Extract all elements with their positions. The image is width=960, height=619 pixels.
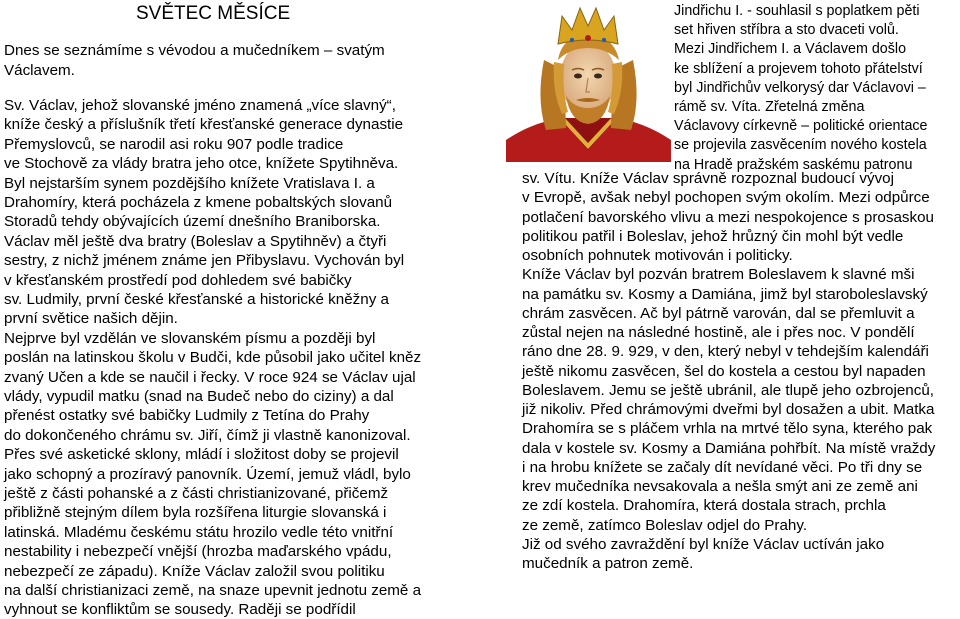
right-text-line: krev mučedníka nevsakovala a nešla smýt ani ze země ani xyxy=(522,478,918,495)
page-title: SVĚTEC MĚSÍCE xyxy=(136,3,291,24)
saint-wenceslas-portrait xyxy=(506,0,671,162)
left-text-line: Přes své asketické sklony, mládí i složitost doby se projevil xyxy=(4,446,399,464)
left-text-line: kníže český a příslušník třetí křesťanské generace dynastie xyxy=(4,116,404,134)
left-text-line: Byl nejstarším synem pozdějšího knížete Vratislava I. a xyxy=(4,174,375,192)
left-text-line: přenést ostatky své babičky Ludmily z Tetína do Prahy xyxy=(4,407,370,425)
right-text-line: ze země, zatímco Boleslav odjel do Prahy. xyxy=(522,516,808,534)
left-text-line: jako schopný a prozíravý panovník. Území, jemuž vládl, bylo xyxy=(4,465,411,483)
left-text-line: Drahomíry, která pocházela z kmene pobaltských slovanů xyxy=(4,194,393,211)
wrap-text-line: se projevila zasvěcením nového kostela xyxy=(674,137,927,154)
left-text-line: Sv. Václav, jehož slovanské jméno znamená „více slavný“, xyxy=(4,97,396,114)
left-text-line: sv. Ludmily, první české křesťanské a historické kněžny a xyxy=(4,291,389,308)
wrap-text-line: na Hradě pražském saskému patronu xyxy=(674,156,913,173)
left-text-line: ještě z části pohanské a z části christianizované, přičemž xyxy=(4,485,389,502)
right-text-line: politikou patřil i Boleslav, jehož hrůzný čin mohl být vedle xyxy=(522,227,904,245)
left-text-line: do dokončeného chrámu sv. Jiří, čímž ji vlastně kanonizoval. xyxy=(4,426,411,444)
left-text-line: Václav měl ještě dva bratry (Boleslav a Spytihněv) a čtyři xyxy=(4,232,387,250)
right-text-line: ráno dne 28. 9. 929, v den, který nebyl v tehdejším kalendáři xyxy=(522,343,929,361)
right-text-line: již nikoliv. Před chrámovými dveřmi byl dosažen a ubit. Matka xyxy=(522,401,935,418)
left-text-line: ve Stochově za vlády bratra jeho otce, knížete Spytihněva. xyxy=(4,155,399,173)
right-text-line: ze zdí kostela. Drahomíra, která dostala strach, prchla xyxy=(522,497,886,515)
right-text-line: zůstal nejen na následné hostině, ale i přes noc. V pondělí xyxy=(522,324,915,341)
left-text-line: nebezpečí ze západu). Kníže Václav založil svou politiku xyxy=(4,562,385,580)
left-text-line: v křesťanském prostředí pod dohledem své babičky xyxy=(4,271,352,289)
wrap-text-line: set hřiven stříbra a sto dvaceti volů. xyxy=(674,22,899,39)
left-text-line: zvaný Učen a kde se naučil i řecky. V roce 924 se Václav ujal xyxy=(4,368,416,386)
left-text-line: latinská. Mladému českému státu hrozilo vedle této vnitřní xyxy=(4,523,394,541)
right-text-line: sv. Vítu. Kníže Václav správně rozpoznal budoucí vývoj xyxy=(522,170,895,187)
left-text-line: první světice našich dějin. xyxy=(4,310,178,328)
right-text-line: i na hrobu knížete se začaly dít nevídané věci. Po tři dny se xyxy=(522,458,923,476)
right-text-line: osobních pohnutek motivován i politicky. xyxy=(522,247,793,264)
right-text-line: dala v kostele sv. Kosmy a Damiána pohřbít. Na místě vraždy xyxy=(522,439,936,457)
wrap-text-line: rámě sv. Víta. Zřetelná změna xyxy=(674,99,865,115)
wrap-text-line: byl Jindřichův velkorysý dar Václavovi – xyxy=(674,79,926,96)
wrap-text-line: Jindřichu I. - souhlasil s poplatkem pěti xyxy=(674,3,920,19)
intro-line: Dnes se seznámíme s vévodou a mučedníkem – svatým xyxy=(4,42,385,59)
left-text-line: na další christianizaci země, na snaze upevnit jednotu země a xyxy=(4,582,422,599)
left-text-line: sestry, z nichž jménem známe jen Přibyslavu. Vychován byl xyxy=(4,252,405,270)
left-text-line: poslán na latinskou školu v Budči, kde působil jako učitel kněz xyxy=(4,349,422,367)
wrap-text-line: Mezi Jindřichem I. a Václavem došlo xyxy=(674,41,907,58)
left-text-line: Přemyslovců, se narodil asi roku 907 podle tradice xyxy=(4,135,344,153)
wrap-text-line: ke sblížení a projevem tohoto přátelství xyxy=(674,60,923,77)
left-text-line: vyhnout se konfliktům se sousedy. Raději se podřídil xyxy=(4,601,356,619)
left-text-line: nestability i nebezpečí vnější (hrozba maďarského vpádu, xyxy=(4,543,392,561)
right-text-line: Kníže Václav byl pozván bratrem Boleslavem k slavné mši xyxy=(522,266,915,284)
right-text-line: Boleslavem. Jemu se ještě ubránil, ale tlupě jeho ozbrojenců, xyxy=(522,381,934,399)
right-text-line: v Evropě, avšak nebyl pochopen svým okolím. Mezi odpůrce xyxy=(522,189,930,207)
right-text-line: mučedník a patron země. xyxy=(522,555,694,572)
right-text-line: ještě nikomu zasvěcen, šel do kostela a cestou byl napaden xyxy=(522,362,926,380)
intro-line: Václavem. xyxy=(4,61,75,79)
right-text-line: Již od svého zavraždění byl kníže Václav uctíván jako xyxy=(522,535,885,553)
wrap-text-line: Václavovy církevně – politické orientace xyxy=(674,118,928,135)
left-text-line: vlády, vypudil matku (snad na Budeč nebo do ciziny) a dal xyxy=(4,388,394,405)
right-text-line: potlačení bavorského vlivu a mezi nespokojence s prosaskou xyxy=(522,208,934,226)
left-text-line: přibližně stejným dílem byla rozšířena liturgie slovanská i xyxy=(4,504,387,522)
right-text-line: na památku sv. Kosmy a Damiána, jimž byl staroboleslavský xyxy=(522,285,928,303)
left-text-line: Nejprve byl vzdělán ve slovanském písmu a později byl xyxy=(4,329,376,347)
right-text-line: chrám zasvěcen. Ač byl pátrně varován, dal se přemluvit a xyxy=(522,304,915,322)
left-text-line: Storadů tehdy obývajících území dnešního Braniborska. xyxy=(4,213,381,231)
right-text-line: Drahomíra se s pláčem vrhla na mrtvé tělo syna, kterého pak xyxy=(522,420,933,438)
